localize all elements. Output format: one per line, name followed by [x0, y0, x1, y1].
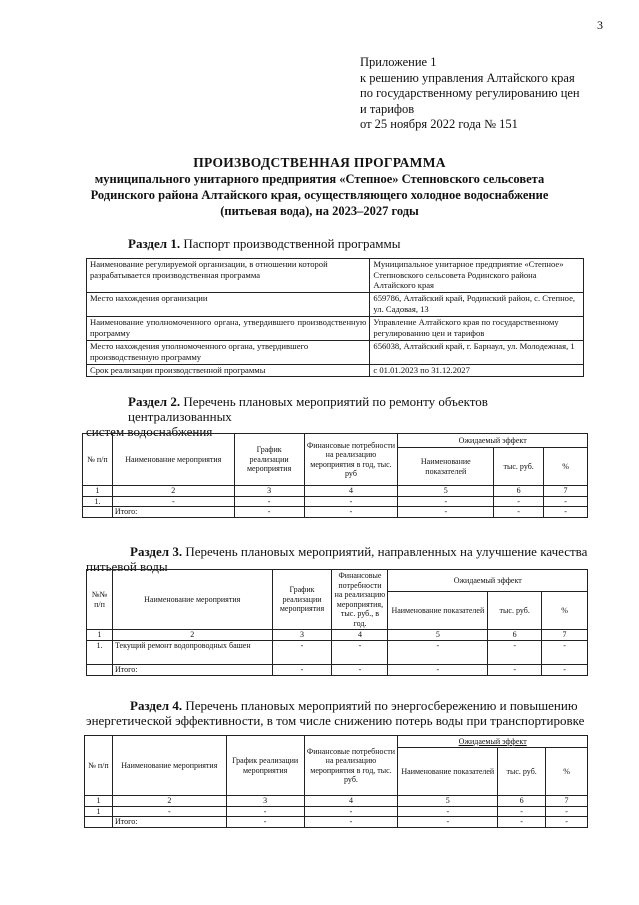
table-cell: - — [234, 496, 304, 507]
passport-value: 656038, Алтайский край, г. Барнаул, ул. Молодежная, 1 — [370, 341, 584, 365]
table-cell: - — [332, 665, 388, 676]
table-cell: - — [112, 496, 234, 507]
table-row — [87, 641, 588, 665]
passport-table — [86, 258, 584, 377]
table-cell: 7 — [542, 630, 588, 641]
table-cell: - — [542, 665, 588, 676]
title-line: муниципального унитарного предприятия «Степное» Степновского сельсовета — [94, 172, 545, 186]
table-cell: - — [226, 817, 304, 828]
table-cell: - — [546, 806, 588, 817]
table-cell: - — [388, 665, 488, 676]
table-cell: - — [544, 496, 588, 507]
appendix-block — [360, 55, 580, 133]
appendix-line: и тарифов — [360, 101, 415, 116]
page-number: 3 — [597, 18, 603, 32]
table-cell: - — [546, 817, 588, 828]
section-label: Раздел 1. — [128, 236, 181, 251]
table-cell: - — [398, 817, 498, 828]
table-cell: 1 — [85, 806, 113, 817]
appendix-line: к решению управления Алтайского края — [360, 70, 575, 85]
header-schedule: График реализации мероприятия — [272, 570, 332, 630]
table-row — [85, 806, 588, 817]
section-text: Перечень плановых мероприятий по энергосбережению и повышению — [185, 698, 578, 713]
table-cell: - — [304, 496, 398, 507]
table-cell: - — [488, 641, 542, 665]
header-effect: Ожидаемый эффект — [388, 570, 588, 592]
table-cell: - — [304, 507, 398, 518]
table-row — [83, 507, 588, 518]
table-cell: - — [498, 817, 546, 828]
table-cell: 3 — [234, 486, 304, 497]
section-text: питьевой воды — [86, 559, 168, 574]
table-cell: 3 — [272, 630, 332, 641]
table-cell: Текущий ремонт водопроводных башен — [112, 641, 272, 665]
header-pct: % — [544, 448, 588, 486]
table-cell: 1 — [85, 796, 113, 807]
section3-table — [86, 569, 588, 676]
table-cell: - — [388, 641, 488, 665]
table-cell: 5 — [398, 796, 498, 807]
table-cell: - — [398, 507, 494, 518]
table-cell: - — [494, 507, 544, 518]
table-cell: 4 — [304, 486, 398, 497]
title-line: (питьевая вода), на 2023–2027 годы — [220, 204, 419, 218]
table-row — [87, 317, 584, 341]
table-cell: Итого: — [112, 507, 234, 518]
table-cell: 2 — [112, 796, 226, 807]
table-cell — [83, 507, 113, 518]
header-indicator: Наименование показателей — [398, 448, 494, 486]
table-cell: 2 — [112, 630, 272, 641]
header-finance: Финансовые потребности на реализацию мероприятия в год, тыс. руб. — [304, 736, 398, 796]
section-text: Паспорт производственной программы — [183, 236, 401, 251]
section-label: Раздел 4. — [130, 698, 183, 713]
passport-value: Муниципальное унитарное предприятие «Степное» Степновского сельсовета Родинского района Алтайского края — [370, 259, 584, 293]
table-cell — [85, 817, 113, 828]
header-num: № п/п — [83, 434, 113, 486]
table-row — [85, 796, 588, 807]
passport-key: Наименование уполномоченного органа, утвердившего производственную программу — [87, 317, 370, 341]
header-finance: Финансовые потребности на реализацию мероприятия в год, тыс. руб — [304, 434, 398, 486]
header-thous: тыс. руб. — [498, 748, 546, 796]
section-label: Раздел 2. — [128, 394, 181, 409]
title-line: ПРОИЗВОДСТВЕННАЯ ПРОГРАММА — [193, 155, 446, 170]
passport-key: Срок реализации производственной программы — [87, 365, 370, 377]
table-cell: - — [488, 665, 542, 676]
header-schedule: График реализации мероприятия — [226, 736, 304, 796]
table-cell: 6 — [488, 630, 542, 641]
table-row — [87, 259, 584, 293]
passport-value: Управление Алтайского края по государственному регулированию цен и тарифов — [370, 317, 584, 341]
header-indicator: Наименование показателей — [388, 592, 488, 630]
table-cell: - — [234, 507, 304, 518]
table-cell — [87, 665, 113, 676]
table-cell: - — [112, 806, 226, 817]
table-cell: - — [542, 641, 588, 665]
table-cell: 7 — [544, 486, 588, 497]
table-row — [87, 341, 584, 365]
table-cell: 7 — [546, 796, 588, 807]
table-header-row — [85, 736, 588, 748]
table-cell: 4 — [332, 630, 388, 641]
table-cell: - — [494, 496, 544, 507]
header-thous: тыс. руб. — [488, 592, 542, 630]
table-cell: 3 — [226, 796, 304, 807]
section-text: Перечень плановых мероприятий, направленных на улучшение качества — [185, 544, 588, 559]
table-row — [87, 293, 584, 317]
table-cell: - — [332, 641, 388, 665]
table-cell: - — [544, 507, 588, 518]
appendix-line: по государственному регулированию цен — [360, 86, 580, 100]
section-label: Раздел 3. — [130, 544, 183, 559]
section4-table — [84, 735, 588, 828]
table-row — [85, 817, 588, 828]
section-text: Перечень плановых мероприятий по ремонту объектов централизованных — [128, 394, 488, 424]
section-text: систем водоснабжения — [86, 424, 213, 439]
table-cell: - — [272, 641, 332, 665]
table-cell: 1. — [87, 641, 113, 665]
section2-table — [82, 433, 588, 518]
table-row — [87, 365, 584, 377]
header-finance: Финансовые потребности на реализацию мероприятия, тыс. руб., в год. — [332, 570, 388, 630]
title-line: Родинского района Алтайского края, осуществляющего холодное водоснабжение — [90, 188, 549, 202]
header-effect: Ожидаемый эффект — [398, 434, 588, 448]
table-cell: 5 — [388, 630, 488, 641]
document-title — [0, 155, 639, 219]
appendix-line: от 25 ноября 2022 года № 151 — [360, 117, 518, 131]
section-text: энергетической эффективности, в том числе снижению потерь воды при транспортировке — [86, 713, 585, 728]
table-row — [87, 630, 588, 641]
table-header-row — [87, 570, 588, 592]
passport-value: с 01.01.2023 по 31.12.2027 — [370, 365, 584, 377]
header-pct: % — [542, 592, 588, 630]
table-cell: - — [272, 665, 332, 676]
table-cell: Итого: — [112, 665, 272, 676]
table-header-row — [83, 434, 588, 448]
table-cell: 1 — [87, 630, 113, 641]
table-cell: 1. — [83, 496, 113, 507]
table-row — [83, 486, 588, 497]
header-num: №№ п/п — [87, 570, 113, 630]
header-thous: тыс. руб. — [494, 448, 544, 486]
table-cell: 5 — [398, 486, 494, 497]
table-row — [83, 496, 588, 507]
table-cell: 6 — [494, 486, 544, 497]
passport-key: Место нахождения организации — [87, 293, 370, 317]
table-cell: - — [498, 806, 546, 817]
table-cell: 6 — [498, 796, 546, 807]
passport-value: 659786, Алтайский край, Родинский район, с. Степное, ул. Садовая, 13 — [370, 293, 584, 317]
table-cell: Итого: — [112, 817, 226, 828]
section1-heading — [128, 236, 400, 251]
header-effect: Ожидаемый эффект — [398, 736, 588, 748]
header-schedule: График реализации мероприятия — [234, 434, 304, 486]
table-cell: - — [398, 806, 498, 817]
header-name: Наименование мероприятия — [112, 434, 234, 486]
appendix-line: Приложение 1 — [360, 55, 437, 69]
table-row — [87, 665, 588, 676]
passport-key: Наименование регулируемой организации, в отношении которой разрабатывается производственная программа — [87, 259, 370, 293]
table-cell: - — [304, 806, 398, 817]
header-name: Наименование мероприятия — [112, 736, 226, 796]
table-cell: 4 — [304, 796, 398, 807]
header-pct: % — [546, 748, 588, 796]
table-cell: 1 — [83, 486, 113, 497]
table-cell: 2 — [112, 486, 234, 497]
header-num: № п/п — [85, 736, 113, 796]
table-cell: - — [398, 496, 494, 507]
passport-key: Место нахождения уполномоченного органа, утвердившего производственную программу — [87, 341, 370, 365]
table-cell: - — [304, 817, 398, 828]
section4-heading — [86, 698, 590, 728]
header-name: Наименование мероприятия — [112, 570, 272, 630]
header-indicator: Наименование показателей — [398, 748, 498, 796]
table-cell: - — [226, 806, 304, 817]
